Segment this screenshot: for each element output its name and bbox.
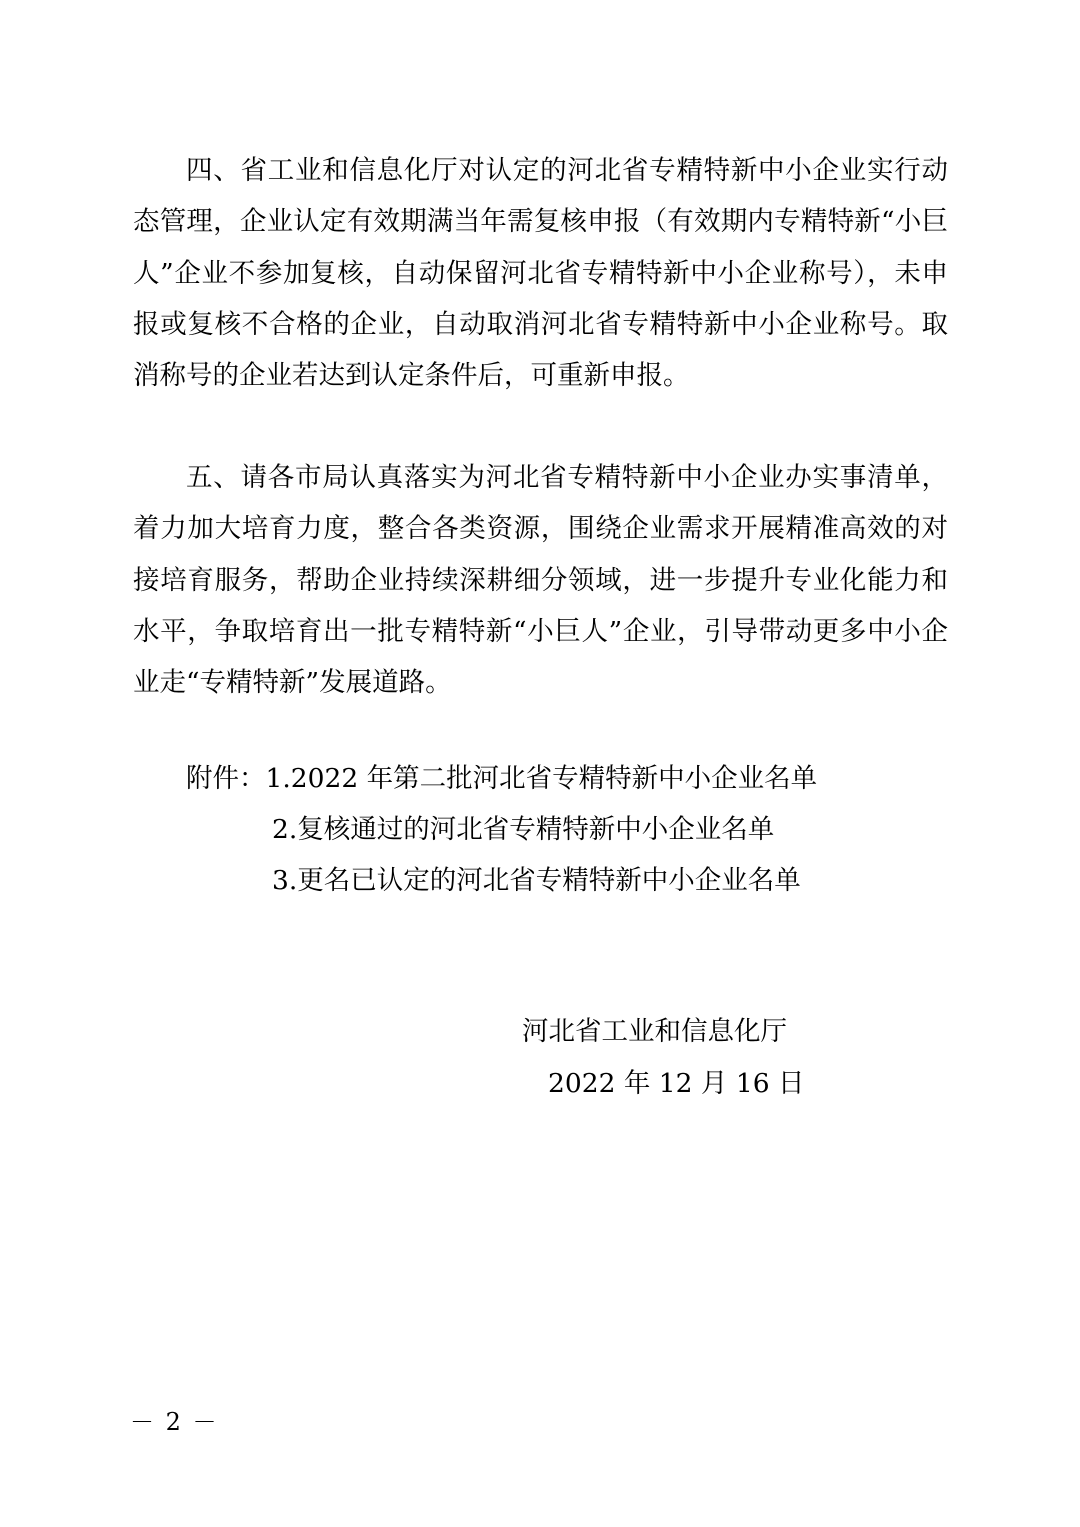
paragraph-implementation: 五、请各市局认真落实为河北省专精特新中小企业办实事清单，着力加大培育力度，整合各类资源，围绕企业需求开展精准高效的对接培育服务，帮助企业持续深耕细分领域，进一步提升专业化能力和水平，争取培育出一批专精特新“小巨人”企业，引导带动更多中小企业走“专精特新”发展道路。 bbox=[133, 462, 948, 699]
attachment-item-1: 附件：1.2022 年第二批河北省专精特新中小企业名单 bbox=[186, 763, 818, 794]
attachment-item-2: 2.复核通过的河北省专精特新中小企业名单 bbox=[272, 814, 775, 845]
paragraph-dynamic-management: 四、省工业和信息化厅对认定的河北省专精特新中小企业实行动态管理，企业认定有效期满当年需复核申报（有效期内专精特新“小巨人”企业不参加复核，自动保留河北省专精特新中小企业称号），未申报或复核不合格的企业，自动取消河北省专精特新中小企业称号。取消称号的企业若达到认定条件后，可重新申报。 bbox=[133, 155, 948, 392]
page-number: － 2 － bbox=[130, 1408, 219, 1436]
issuer-name: 河北省工业和信息化厅 bbox=[522, 1016, 787, 1047]
issue-date: 2022 年 12 月 16 日 bbox=[548, 1068, 805, 1099]
attachment-item-3: 3.更名已认定的河北省专精特新中小企业名单 bbox=[272, 865, 801, 896]
